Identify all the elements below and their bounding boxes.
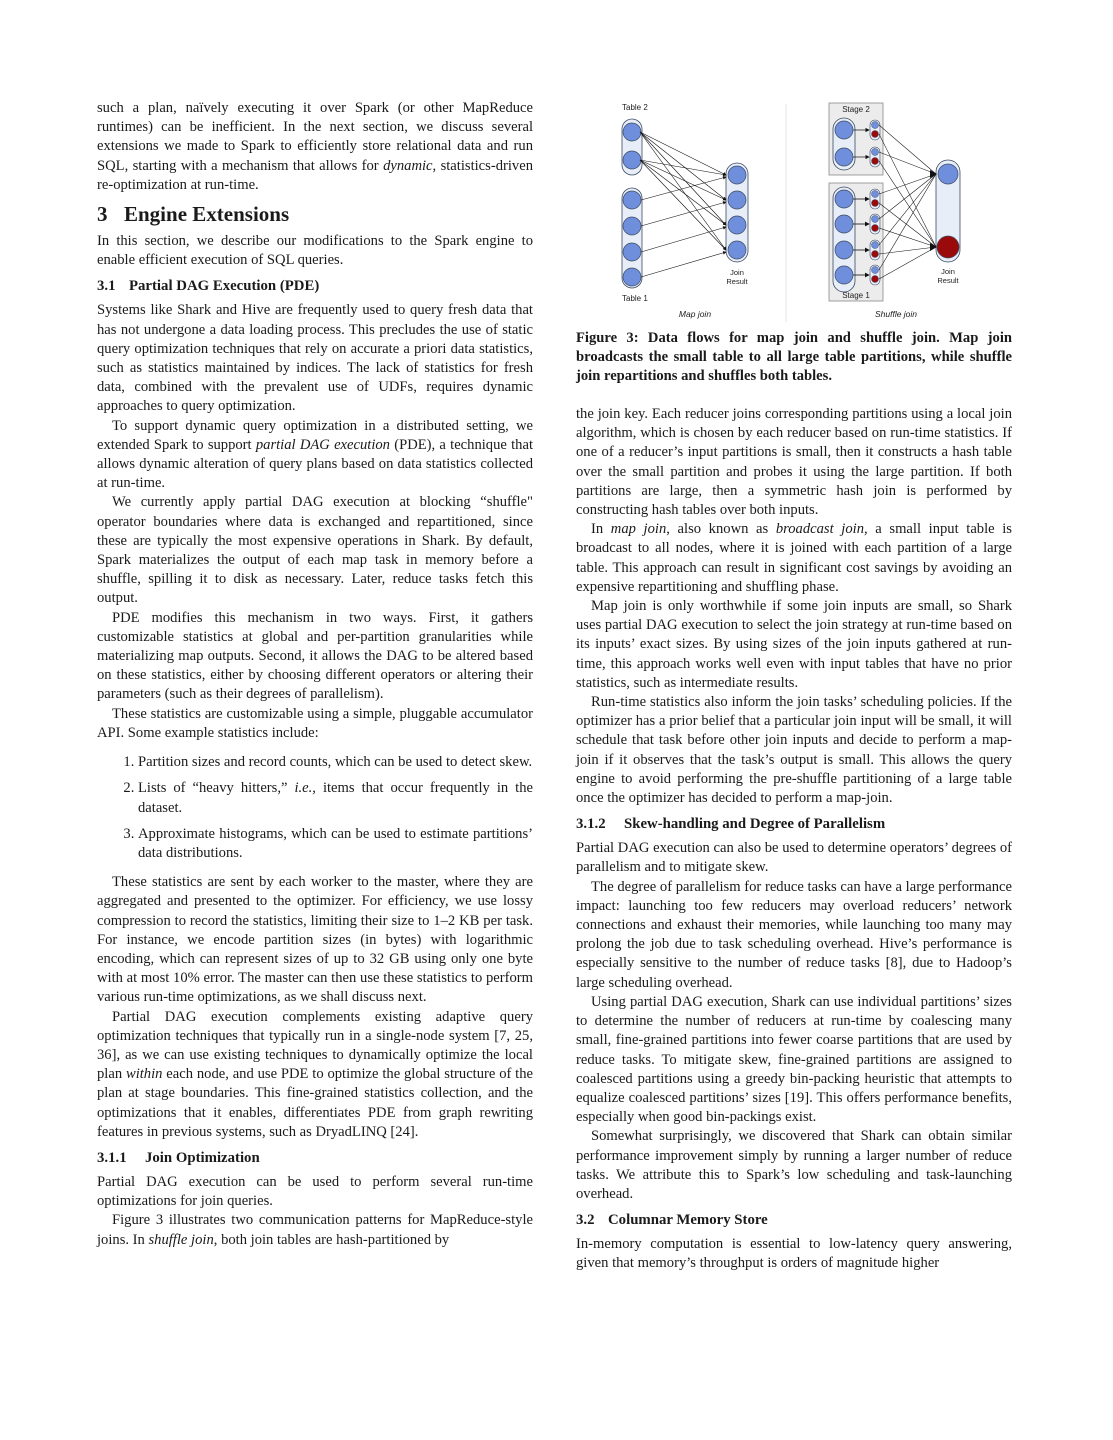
table-2-partition-node: [623, 123, 641, 141]
shuffle-arrows: [879, 125, 936, 279]
paragraph: In-memory computation is essential to low-latency query answering, given that memory’s throughput is orders of magnitude higher: [576, 1236, 1012, 1272]
left-column: [97, 99, 533, 1250]
intro-paragraph: such a plan, naïvely executing it over Spark (or other MapReduce runtimes) can be inefficient. In the next section, we discuss several extensions we made to Spark to efficiently store relational data and run SQL, starting with a mechanism that allows for dynamic, statistics-driven re-optimization at run-time.: [97, 100, 533, 193]
join-label: Join: [941, 267, 955, 276]
table-2-partition-node: [623, 151, 641, 169]
table-1-partition-node: [623, 268, 641, 286]
table-1-partition-node: [623, 217, 641, 235]
list-item: 3. Approximate histograms, which can be used to estimate partitions’ data distributions.: [138, 825, 533, 863]
paragraph: In map join, also known as broadcast join, a small input table is broadcast to all nodes, where it is joined with each partition of a large table. This approach can result in significant cost savings by avoiding an expensive repartitioning and shuffling phase.: [576, 521, 1012, 595]
join-result-red-node: [937, 236, 959, 258]
join-result-node: [728, 241, 746, 259]
paragraph: Partial DAG execution can be used to perform several run-time optimizations for join queries.: [97, 1173, 533, 1210]
stage-1-node: [835, 215, 853, 233]
figure-caption: Figure 3: Data flows for map join and shuffle join. Map join broadcasts the small table to all large table partitions, while shuffle join repartitions and shuffles both tables.: [576, 330, 1012, 385]
paragraph: Using partial DAG execution, Shark can use individual partitions’ sizes to determine the number of reducers at run-time by coalescing many small, fine-grained partitions into fewer coarse partitions that are used by reduce tasks. To mitigate skew, fine-grained partitions are assigned to coalesced partitions using a greedy bin-packing heuristic that attempts to equalize coalesced partitions’ sizes [19]. This offers performance benefits, especially when good bin-packings exist.: [576, 993, 1012, 1126]
figure-3: [576, 100, 1012, 322]
stage-1-node: [835, 266, 853, 284]
join-result-blue-node: [938, 164, 958, 184]
result-label: Result: [726, 277, 748, 286]
statistics-list: [97, 753, 533, 863]
join-result-node: [728, 216, 746, 234]
join-result-node: [728, 166, 746, 184]
join-dataflow-diagram: [576, 100, 1012, 322]
paragraph: Map join is only worthwhile if some join inputs are small, so Shark uses partial DAG execution to select the join strategy at run-time based on its inputs’ exact sizes. By using sizes of the join inputs gathered at run-time, this approach works well even with input tables that have no prior statistics, such as intermediate results.: [576, 598, 1012, 691]
paragraph: To support dynamic query optimization in a distributed setting, we extended Spark to support partial DAG execution (PDE), a technique that allows dynamic alteration of query plans based on data statistics collected at run-time.: [97, 417, 533, 492]
list-item: 2. Lists of “heavy hitters,” i.e., items that occur frequently in the dataset.: [138, 779, 533, 817]
shuffle-join-subtitle: Shuffle join: [874, 309, 918, 319]
paragraph: These statistics are sent by each worker to the master, where they are aggregated and presented to the optimizer. For efficiency, we use lossy compression to record the statistics, limiting their size to 1–2 KB per task. For instance, we encode partition sizes (in bytes) with logarithmic encoding, which can represent sizes of up to 32 GB using only one byte with at most 10% error. The master can then use these statistics to perform various run-time optimizations, as we shall discuss next.: [97, 874, 533, 1006]
paragraph: The degree of parallelism for reduce tasks can have a large performance impact: launching too few reducers may overload reducers’ network connections and exhaust their memories, while launching too many may prolong the job due to task scheduling overhead. Hive’s performance is especially sensitive to the number of reduce tasks [8], due to Hadoop’s large scheduling overhead.: [576, 878, 1012, 991]
stage-2-node: [835, 121, 853, 139]
result-label: Result: [937, 276, 959, 285]
paragraph: Partial DAG execution complements existing adaptive query optimization techniques that typically run in a single-node system [7, 25, 36], as we can use existing techniques to dynamically optimize the local plan within each node, and use PDE to optimize the global structure of the plan at stage boundaries. This fine-grained statistics collection, and the optimizations that it enables, differentiates PDE from graph rewriting features in previous systems, such as DryadLINQ [24].: [97, 1008, 534, 1140]
section-heading-3-1: 3.1 Partial DAG Execution (PDE): [97, 278, 320, 295]
section-heading-3-1-2: 3.1.2 Skew-handling and Degree of Parallelism: [576, 816, 886, 833]
table-2-label: Table 2: [622, 103, 648, 112]
paragraph: We currently apply partial DAG execution at blocking “shuffle" operator boundaries where data is exchanged and repartitioned, since these are typically the most expensive operations in Shark. By default, Spark materializes the output of each map task in memory before a shuffle, spilling it to disk as necessary. Later, reduce tasks fetch this output.: [97, 494, 533, 607]
section-3-intro: In this section, we describe our modifications to the Spark engine to enable efficient execution of SQL queries.: [97, 233, 533, 269]
paragraph: PDE modifies this mechanism in two ways. First, it gathers customizable statistics at global and per-partition granularities while materializing map outputs. Second, it allows the DAG to be altered based on these statistics, either by choosing different operators or altering their parameters (such as their degrees of parallelism).: [97, 609, 533, 703]
table-1-label: Table 1: [622, 294, 648, 303]
right-column: [576, 405, 1012, 1274]
join-result-node: [728, 191, 746, 209]
paragraph: Somewhat surprisingly, we discovered that Shark can obtain similar performance improvement simply by running a larger number of reduce tasks. We attribute this to Spark’s low scheduling and task-launching overhead.: [576, 1128, 1012, 1202]
paragraph: Figure 3 illustrates two communication patterns for MapReduce-style joins. In shuffle join, both join tables are hash-partitioned by: [97, 1212, 533, 1248]
table-1-partition-node: [623, 191, 641, 209]
stage-1-node: [835, 190, 853, 208]
paragraph: Partial DAG execution can also be used to determine operators’ degrees of parallelism and to mitigate skew.: [576, 840, 1012, 876]
shuffle-join-diagram: [829, 103, 960, 319]
broadcast-arrows: [640, 132, 726, 250]
map-join-subtitle: Map join: [678, 309, 712, 319]
map-join-diagram: [622, 103, 749, 319]
list-item: 1. Partition sizes and record counts, which can be used to detect skew.: [138, 753, 533, 772]
section-heading-3-1-1: 3.1.1 Join Optimization: [97, 1149, 260, 1166]
section-heading-3: 3 Engine Extensions: [97, 202, 290, 227]
stage-2-label: Stage 2: [842, 105, 870, 114]
paragraph: Systems like Shark and Hive are frequently used to query fresh data that has not undergone a data loading process. This precludes the use of static query optimization techniques that rely on accurate a priori data statistics, such as statistics maintained by indices. The lack of statistics for fresh data, combined with the prevalent use of UDFs, requires dynamic approaches to query optimization.: [97, 302, 533, 415]
paragraph: Run-time statistics also inform the join tasks’ scheduling policies. If the optimizer has a prior belief that a particular join input will be small, it will schedule that task before other join inputs and decide to perform a map-join if it observes that the task’s output is small. This allows the query engine to avoid performing the pre-shuffle partitioning of a large table once the optimizer has decided to perform a map-join.: [576, 694, 1012, 807]
section-heading-3-2: 3.2 Columnar Memory Store: [576, 1212, 768, 1229]
table-1-partition-node: [623, 243, 641, 261]
paragraph: the join key. Each reducer joins corresponding partitions using a local join algorithm, which is chosen by each reducer based on run-time statistics. If one of a reducer’s input partitions is small, then it constructs a hash table over the small partition and probes it using the large partition. If both partitions are large, then a symmetric hash join is performed by constructing hash tables over both inputs.: [576, 406, 1012, 519]
stage-1-node: [835, 241, 853, 259]
stage-2-node: [835, 148, 853, 166]
stage-1-label: Stage 1: [842, 291, 870, 300]
join-label: Join: [730, 268, 744, 277]
paragraph: These statistics are customizable using a simple, pluggable accumulator API. Some example statistics include:: [97, 705, 533, 741]
